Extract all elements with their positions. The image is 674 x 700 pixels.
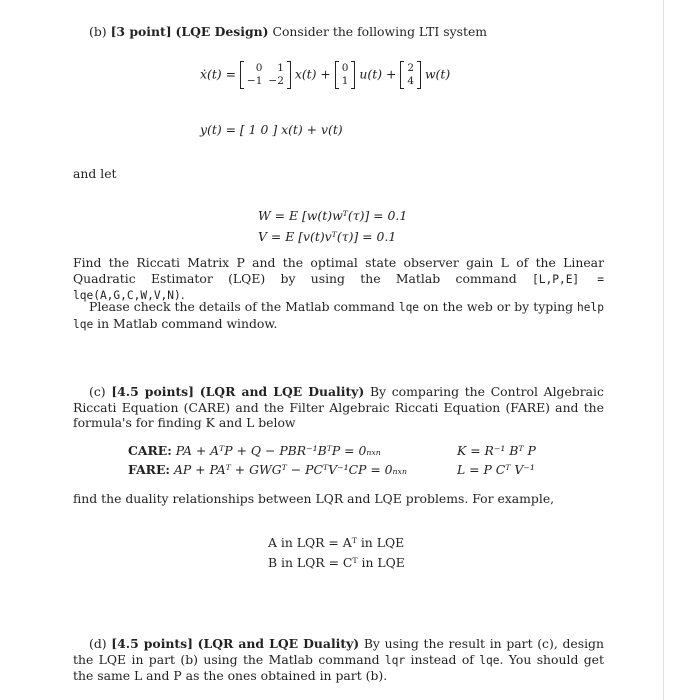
part-b-heading (89, 24, 487, 39)
part-c-label: (c) (89, 384, 106, 399)
care-gain-formula: K = R⁻¹ Bᵀ P (457, 443, 536, 458)
part-b-points: [3 point] (110, 24, 172, 39)
care-equation: PA + AᵀP + Q − PBR⁻¹BᵀP = 0ₙₓₙ (175, 443, 381, 458)
part-b-check-paragraph (73, 299, 604, 332)
matrix-a (240, 62, 291, 88)
matrix-g-entry: 4 (407, 75, 414, 87)
matrix-b-entry: 1 (341, 75, 349, 87)
matrix-a-row (244, 75, 287, 88)
matrix-g-row (404, 75, 417, 88)
matrix-a-entry: −1 (246, 75, 263, 87)
part-d-text-2: instead of (405, 651, 480, 667)
part-b-label: (b) (89, 24, 107, 39)
state-eq-u-term: u(t) + (359, 66, 397, 82)
w-covariance-eq: W = E [w(t)wᵀ(τ)] = 0.1 (258, 208, 408, 223)
check-text-2: on the web or by typing (419, 299, 578, 314)
output-equation: y(t) = [ 1 0 ] x(t) + v(t) (200, 122, 343, 137)
matrix-b-row (339, 62, 352, 75)
fare-gain-formula: L = P Cᵀ V⁻¹ (457, 462, 535, 477)
fare-equation: AP + PAᵀ + GWGᵀ − PCᵀV⁻¹CP = 0ₙₓₙ (173, 462, 407, 477)
lqr-code: lqr (384, 653, 406, 667)
fare-label: FARE: (128, 462, 170, 477)
part-d-label: (d) (89, 636, 107, 651)
state-eq-w-term: w(t) (424, 66, 451, 82)
part-b-find-paragraph (73, 255, 604, 304)
part-d-title: (LQR and LQE Duality) (197, 636, 360, 651)
v-covariance-eq: V = E [v(t)vᵀ(τ)] = 0.1 (258, 229, 397, 244)
part-c-points: [4.5 points] (111, 384, 195, 399)
matrix-a-row (244, 62, 287, 75)
lqe-command-code: [L,P,E] = lqe(A,G,C,W,V,N) (73, 272, 605, 302)
matrix-a-entry: −2 (268, 75, 284, 87)
matrix-b-entry: 0 (341, 62, 349, 74)
care-row (128, 443, 381, 458)
page-edge-divider (663, 0, 664, 700)
matrix-a-entry: 0 (255, 62, 263, 74)
part-d-text-1: By using the result in part (c), design the LQE in part (b) using the Matlab command (73, 636, 604, 667)
matrix-b (335, 62, 356, 88)
and-let-text: and let (73, 166, 117, 181)
lqe-code: lqe (398, 301, 420, 314)
duality-example-1: A in LQR = Aᵀ in LQE (268, 535, 405, 550)
lqe-code-d: lqe (479, 653, 500, 667)
part-c-title: (LQR and LQE Duality) (199, 384, 365, 399)
matrix-g-row (404, 62, 417, 75)
care-label: CARE: (128, 443, 172, 458)
matrix-b-row (339, 75, 352, 88)
find-text: Find the Riccati Matrix P and the optimal state observer gain L of the Linear Quadratic Estimator (LQE) by using the Matlab command (73, 255, 604, 286)
matrix-g-entry: 2 (407, 62, 414, 74)
state-equation (200, 62, 450, 88)
care-gain (457, 443, 536, 458)
check-text-3: in Matlab command window. (93, 315, 278, 331)
duality-example-2: B in LQR = Cᵀ in LQE (268, 555, 405, 570)
part-c-paragraph (73, 384, 604, 431)
matrix-g (400, 62, 421, 88)
state-eq-lhs: ẋ(t) = (200, 66, 236, 82)
part-b-intro: Consider the following LTI system (272, 24, 488, 39)
part-d-points: [4.5 points] (111, 636, 193, 651)
fare-row (128, 462, 407, 477)
fare-gain (457, 462, 535, 477)
check-text-1: Please check the details of the Matlab command (89, 299, 399, 314)
state-eq-x-term: x(t) + (294, 66, 331, 82)
part-b-title: (LQE Design) (175, 24, 269, 39)
part-c-find-text: find the duality relationships between LQR and LQE problems. For example, (73, 491, 555, 506)
help-lqe-code: help lqe (73, 301, 604, 331)
part-d-text-3: . You should get the same L and P as the ones obtained in part (b). (73, 651, 604, 683)
matrix-a-entry: 1 (277, 62, 284, 74)
part-c-intro: By comparing the Control Algebraic Riccati Equation (CARE) and the Filter Algebraic Riccati Equation (FARE) and the formula's for finding K and L below (73, 384, 604, 430)
find-text-end: . (180, 287, 185, 302)
part-d-paragraph (73, 636, 604, 684)
